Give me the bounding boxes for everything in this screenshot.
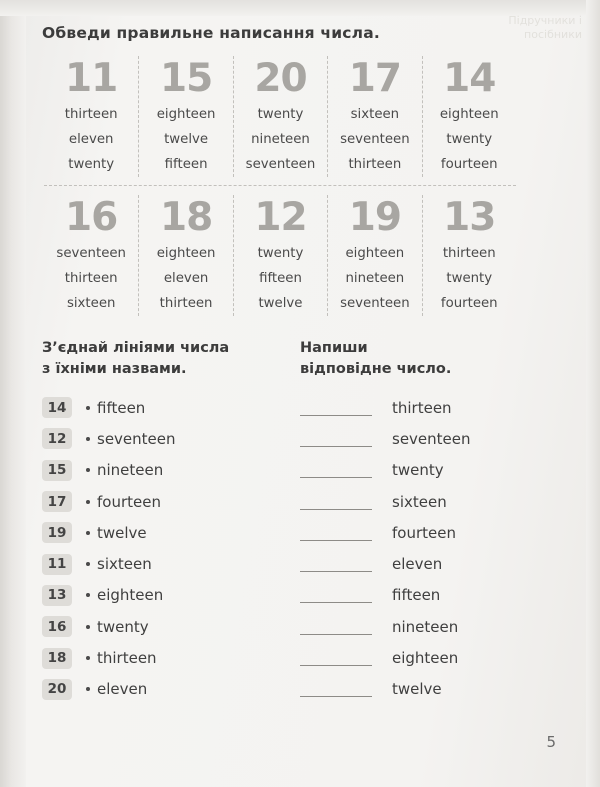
list-item[interactable] xyxy=(300,548,550,579)
cell-option[interactable]: eighteen xyxy=(439,107,499,122)
number-cell[interactable] xyxy=(327,195,421,316)
connector-dot-icon[interactable] xyxy=(86,500,90,504)
number-chip[interactable]: 11 xyxy=(42,554,72,575)
number-word: twenty xyxy=(392,461,444,480)
cell-option[interactable]: twelve xyxy=(164,132,209,147)
cell-option[interactable]: eleven xyxy=(68,132,114,147)
cell-option[interactable]: thirteen xyxy=(64,271,118,286)
cell-option[interactable]: fourteen xyxy=(440,157,498,172)
list-item[interactable] xyxy=(300,423,550,454)
connector-dot-icon[interactable] xyxy=(86,687,90,691)
cell-option[interactable]: sixteen xyxy=(66,296,116,311)
number-cell[interactable] xyxy=(233,56,327,177)
task2-instruction-line2: з їхніми назвами. xyxy=(42,361,187,377)
cell-number: 19 xyxy=(348,195,401,240)
cell-option[interactable]: twenty xyxy=(446,271,493,286)
connector-dot-icon[interactable] xyxy=(86,406,90,410)
cell-option[interactable]: twenty xyxy=(257,246,304,261)
number-cell[interactable] xyxy=(422,56,516,177)
list-item[interactable] xyxy=(300,486,550,517)
number-chip[interactable]: 12 xyxy=(42,428,72,449)
cell-option[interactable]: fifteen xyxy=(164,157,208,172)
task2-instruction xyxy=(42,338,300,380)
number-word: nineteen xyxy=(392,617,459,636)
connector-dot-icon[interactable] xyxy=(86,593,90,597)
cell-option[interactable]: fifteen xyxy=(259,271,302,286)
number-word: eleven xyxy=(392,555,443,574)
number-word: fifteen xyxy=(392,586,441,605)
cell-option[interactable]: thirteen xyxy=(64,107,118,122)
cell-option[interactable]: seventeen xyxy=(340,132,410,147)
connector-dot-icon[interactable] xyxy=(86,437,90,441)
answer-blank[interactable] xyxy=(300,681,372,697)
list-item[interactable] xyxy=(42,674,300,705)
cell-option[interactable]: nineteen xyxy=(251,132,310,147)
list-item[interactable] xyxy=(300,455,550,486)
match-word[interactable]: twelve xyxy=(97,523,147,542)
answer-blank[interactable] xyxy=(300,494,372,510)
cell-number: 16 xyxy=(65,195,118,240)
grid-row-2 xyxy=(44,195,516,316)
match-word[interactable]: eleven xyxy=(97,680,148,699)
grid-row-1 xyxy=(44,56,516,186)
task3-column xyxy=(300,338,550,705)
number-cell[interactable] xyxy=(138,56,232,177)
number-cell[interactable] xyxy=(422,195,516,316)
answer-blank[interactable] xyxy=(300,431,372,447)
task2-column xyxy=(42,338,300,705)
task3-instruction-line1: Напиши xyxy=(300,340,368,356)
list-item[interactable] xyxy=(300,392,550,423)
number-chip[interactable]: 17 xyxy=(42,491,72,512)
page-right-edge-shadow xyxy=(586,0,600,787)
list-item[interactable] xyxy=(300,517,550,548)
cell-option[interactable]: twelve xyxy=(258,296,303,311)
page-left-edge-shadow xyxy=(0,0,26,787)
answer-blank[interactable] xyxy=(300,619,372,635)
list-item[interactable] xyxy=(300,611,550,642)
lower-tasks xyxy=(42,338,552,705)
cell-option[interactable]: twenty xyxy=(446,132,493,147)
list-item[interactable] xyxy=(300,674,550,705)
list-item[interactable] xyxy=(42,642,300,673)
cell-option[interactable]: seventeen xyxy=(245,157,316,172)
task3-instruction xyxy=(300,338,550,380)
cell-number: 18 xyxy=(159,195,213,240)
list-item[interactable] xyxy=(42,580,300,611)
number-chip[interactable]: 16 xyxy=(42,616,72,637)
list-item[interactable] xyxy=(42,486,300,517)
match-word[interactable]: thirteen xyxy=(97,649,157,668)
cell-number: 12 xyxy=(254,195,307,240)
list-item[interactable] xyxy=(42,423,300,454)
task1-instruction: Обведи правильне написання числа. xyxy=(42,24,380,42)
number-chip[interactable]: 18 xyxy=(42,648,72,669)
list-item[interactable] xyxy=(300,580,550,611)
answer-blank[interactable] xyxy=(300,525,372,541)
cell-number: 14 xyxy=(443,56,496,101)
watermark-text: Підручники і посібники xyxy=(508,14,582,41)
list-item[interactable] xyxy=(42,611,300,642)
cell-option[interactable]: twenty xyxy=(68,157,115,172)
write-number-list xyxy=(300,392,550,705)
cell-number: 17 xyxy=(348,56,401,101)
circle-correct-spelling-grid xyxy=(44,56,516,316)
number-word: seventeen xyxy=(392,429,471,448)
match-word[interactable]: fourteen xyxy=(97,492,161,511)
match-word[interactable]: fifteen xyxy=(97,398,146,417)
list-item[interactable] xyxy=(42,548,300,579)
number-word: twelve xyxy=(392,680,442,699)
task3-instruction-line2: відповідне число. xyxy=(300,361,452,377)
cell-option[interactable]: eighteen xyxy=(156,107,216,122)
cell-option[interactable]: fourteen xyxy=(440,296,498,311)
match-word[interactable]: sixteen xyxy=(97,555,152,574)
cell-option[interactable]: sixteen xyxy=(350,107,400,122)
connector-dot-icon[interactable] xyxy=(86,531,90,535)
cell-option[interactable]: eighteen xyxy=(345,246,405,261)
number-cell[interactable] xyxy=(138,195,232,316)
list-item[interactable] xyxy=(300,642,550,673)
connector-dot-icon[interactable] xyxy=(86,625,90,629)
worksheet-content xyxy=(42,24,552,705)
answer-blank[interactable] xyxy=(300,462,372,478)
number-chip[interactable]: 20 xyxy=(42,679,72,700)
number-chip[interactable]: 13 xyxy=(42,585,72,606)
number-cell[interactable] xyxy=(327,56,421,177)
number-chip[interactable]: 15 xyxy=(42,460,72,481)
cell-option[interactable]: thirteen xyxy=(442,246,496,261)
answer-blank[interactable] xyxy=(300,650,372,666)
cell-number: 20 xyxy=(254,56,307,101)
cell-option[interactable]: thirteen xyxy=(348,157,402,172)
list-item[interactable] xyxy=(42,517,300,548)
answer-blank[interactable] xyxy=(300,587,372,603)
match-word[interactable]: eighteen xyxy=(97,586,164,605)
page-number: 5 xyxy=(546,733,556,751)
number-word: sixteen xyxy=(392,492,447,511)
number-word: eighteen xyxy=(392,649,459,668)
list-item[interactable] xyxy=(42,455,300,486)
cell-number: 11 xyxy=(65,56,118,101)
answer-blank[interactable] xyxy=(300,400,372,416)
cell-option[interactable]: seventeen xyxy=(56,246,126,261)
number-cell[interactable] xyxy=(233,195,327,316)
connector-dot-icon[interactable] xyxy=(86,656,90,660)
number-chip[interactable]: 19 xyxy=(42,522,72,543)
match-list xyxy=(42,392,300,705)
cell-option[interactable]: eighteen xyxy=(156,246,216,261)
task2-instruction-line1: З’єднай лініями числа xyxy=(42,340,230,356)
match-word[interactable]: twenty xyxy=(97,617,149,636)
number-word: fourteen xyxy=(392,523,456,542)
match-word[interactable]: seventeen xyxy=(97,429,176,448)
connector-dot-icon[interactable] xyxy=(86,468,90,472)
number-word: thirteen xyxy=(392,398,452,417)
match-word[interactable]: nineteen xyxy=(97,461,164,480)
answer-blank[interactable] xyxy=(300,556,372,572)
cell-option[interactable]: seventeen xyxy=(340,296,410,311)
cell-number: 15 xyxy=(159,56,213,101)
cell-option[interactable]: twenty xyxy=(257,107,304,122)
number-cell[interactable] xyxy=(44,56,138,177)
cell-number: 13 xyxy=(443,195,496,240)
number-chip[interactable]: 14 xyxy=(42,397,72,418)
cell-option[interactable]: eleven xyxy=(163,271,209,286)
cell-option[interactable]: nineteen xyxy=(345,271,405,286)
cell-option[interactable]: thirteen xyxy=(159,296,213,311)
list-item[interactable] xyxy=(42,392,300,423)
connector-dot-icon[interactable] xyxy=(86,562,90,566)
number-cell[interactable] xyxy=(44,195,138,316)
